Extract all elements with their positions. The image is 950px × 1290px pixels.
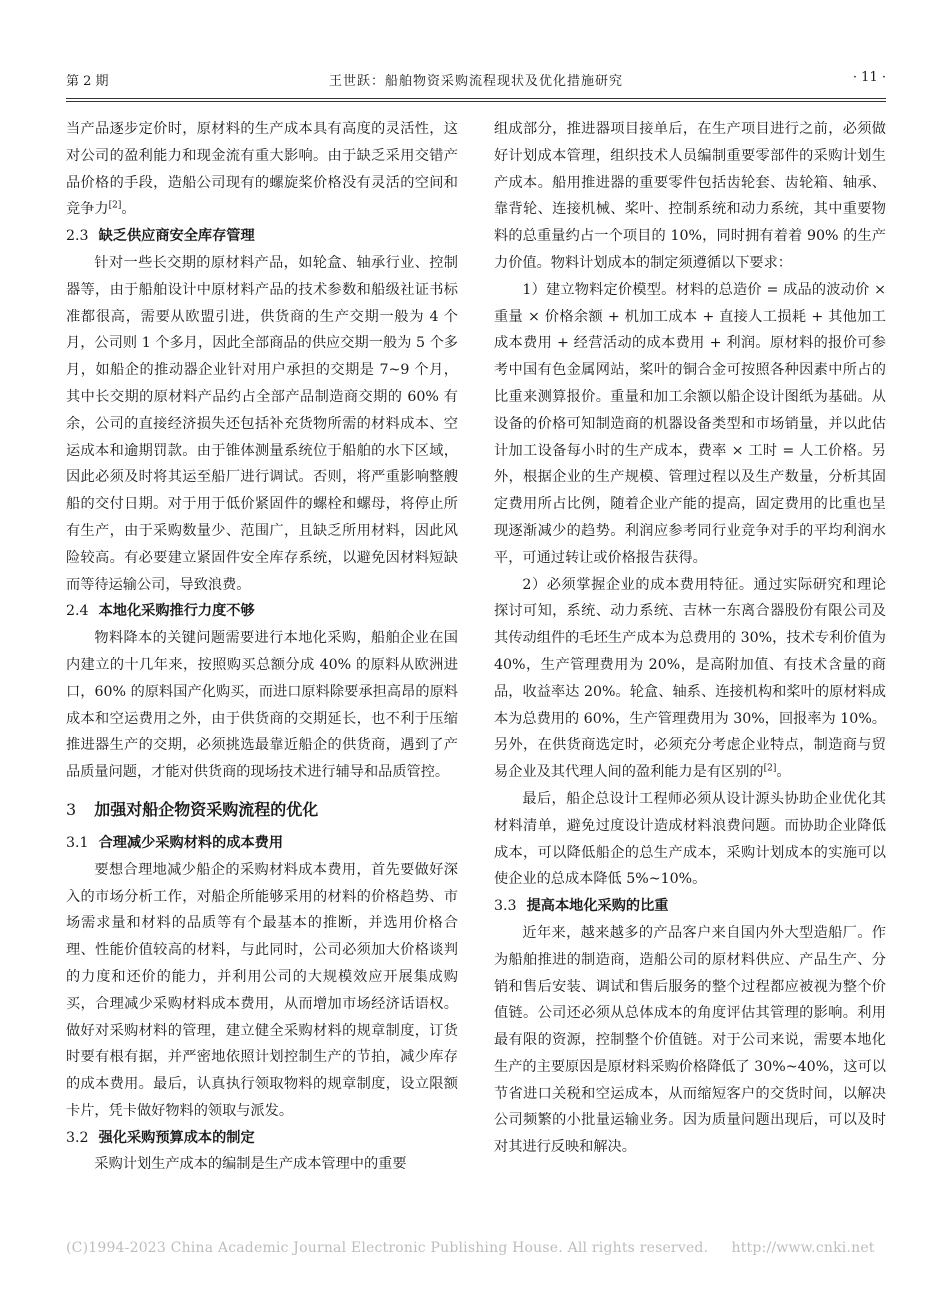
paragraph: 1）建立物料定价模型。材料的总造价 = 成品的波动价 × 重量 × 价格余额 + 机加工成本 + 直接人工损耗 + 其他加工成本费用 + 经营活动的成本费用 + 利润。原材料的报价可参考中国有色金属网站，桨叶的铜合金可按照各种因素中所占的比重来测算报价。重量和加工余额以船企设计图纸为基础。从设备的价格可知制造商的机器设备类型和市场销量，并以此估计加工设备每小时的生产成本，费率 × 工时 = 人工价格。另外，根据企业的生产规模、管理过程以及生产数量，分析其固定费用所占比例，随着企业产能的提高，固定费用的比重也呈现逐渐减少的趋势。利润应参考同行业竞争对手的平均利润水平，可通过转让或价格报告获得。 bbox=[494, 281, 886, 566]
paragraph: 近年来，越来越多的产品客户来自国内外大型造船厂。作为船舶推进的制造商，造船公司的原材料供应、产品生产、分销和售后安装、调试和售后服务的整个过程都应被视为整个价值链。公司还必须从总体成本的角度评估其管理的影响。利用最有限的资源，控制整个价值链。对于公司来说，需要本地化生产的主要原因是原材料采购价格降低了 30%~40%，这可以节省进口关税和空运成本，从而缩短客户的交货时间，以解决公司频繁的小批量运输业务。因为质量问题出现后，可以及时对其进行反映和解决。 bbox=[494, 924, 886, 1156]
paragraph: 最后，船企总设计工程师必须从设计源头协助企业优化其材料清单，避免过度设计造成材料浪费问题。而协助企业降低成本，可以降低船企的总生产成本，采购计划成本的实施可以使企业的总成本降低 5%~10%。 bbox=[494, 790, 886, 888]
site-url[interactable]: http://www.cnki.net bbox=[731, 1240, 875, 1256]
section-heading: 3.2 强化采购预算成本的制定 bbox=[66, 1129, 255, 1146]
paragraph: 当产品逐步定价时，原材料的生产成本具有高度的灵活性，这对公司的盈利能力和现金流有重大影响。由于缺乏采用交错产品价格的手段，造船公司现有的螺旋桨价格没有灵活的空间和竞争力[2]。 bbox=[66, 121, 458, 218]
paragraph: 物料降本的关键问题需要进行本地化采购，船舶企业在国内建立的十几年来，按照购买总额分成 40% 的原料从欧洲进口，60% 的原料国产化购买，而进口原料除要承担高昂的原料成本和空运费用之外，由于供货商的交期延长，也不利于压缩推进器生产的交期，必须挑选最靠近船企的供货商，遇到了产品质量问题，才能对供货商的现场技术进行辅导和品质管控。 bbox=[66, 630, 458, 781]
running-header bbox=[66, 66, 886, 92]
page-number: · 11 · bbox=[852, 70, 886, 85]
chapter-heading: 3 加强对船企物资采购流程的优化 bbox=[66, 799, 319, 819]
left-column bbox=[66, 116, 458, 1178]
copyright-footer bbox=[66, 1240, 886, 1256]
paragraph: 组成部分，推进器项目接单后，在生产项目进行之前，必须做好计划成本管理，组织技术人员编制重要零部件的采购计划生产成本。船用推进器的重要零件包括齿轮套、齿轮箱、轴承、靠背轮、连接机械、桨叶、控制系统和动力系统，其中重要物料的总重量约占一个项目的 10%，同时拥有着着 90% 的生产力价值。物料计划成本的制定须遵循以下要求： bbox=[494, 121, 886, 271]
right-column bbox=[494, 116, 886, 1161]
header-rule bbox=[66, 98, 886, 99]
section-heading: 3.1 合理减少采购材料的成本费用 bbox=[66, 834, 284, 851]
issue-number: 第 2 期 bbox=[66, 74, 109, 89]
paragraph: 采购计划生产成本的编制是生产成本管理中的重要 bbox=[94, 1156, 407, 1173]
header-rule-double bbox=[66, 101, 886, 102]
copyright-text: (C)1994-2023 China Academic Journal Electronic Publishing House. All rights reserved. bbox=[66, 1240, 709, 1256]
citation: [2] bbox=[108, 200, 122, 211]
article-title: 王世跃：船舶物资采购流程现状及优化措施研究 bbox=[328, 74, 623, 89]
citation: [2] bbox=[763, 763, 777, 774]
paragraph: 针对一些长交期的原材料产品，如轮盒、轴承行业、控制器等，由于船舶设计中原材料产品的技术参数和船级社证书标准都很高，需要从欧盟引进，供货商的生产交期一般为 4 个月，公司则 1 个多月，因此全部商品的供应交期一般为 5 个多月，如船企的推动器企业针对用户承担的交期是 7~9 个月，其中长交期的原材料产品约占全部产品制造商交期的 60% 有余，公司的直接经济损失还包括补充货物所需的材料成本、空运成本和逾期罚款。由于锥体测量系统位于船舶的水下区域，因此必须及时将其运至船厂进行调试。否则，将严重影响整艘船的交付日期。对于用于低价紧固件的螺栓和螺母，将停止所有生产，由于采购数量少、范围广，且缺乏所用材料，因此风险较高。有必要建立紧固件安全库存系统，以避免因材料短缺而等待运输公司，导致浪费。 bbox=[66, 254, 458, 593]
paragraph: 2）必须掌握企业的成本费用特征。通过实际研究和理论探讨可知，系统、动力系统、吉林一东离合器股份有限公司及其传动组件的毛坯生产成本为总费用的 30%，技术专利价值为 40%，生产管理费用为 20%，是高附加值、有技术含量的商品，收益率达 20%。轮盒、轴系、连接机构和桨叶的原材料成本为总费用的 60%，生产管理费用为 30%，回报率为 10%。另外，在供货商选定时，必须充分考虑企业特点，制造商与贸易企业及其代理人间的盈利能力是有区别的[2]。 bbox=[494, 576, 886, 781]
section-heading: 2.4 本地化采购推行力度不够 bbox=[66, 603, 255, 620]
paragraph: 要想合理地减少船企的采购材料成本费用，首先要做好深入的市场分析工作，对船企所能够采用的材料的价格趋势、市场需求量和材料的品质等有个最基本的推断，并选用价格合理、性能价值较高的材料，与此同时，公司必须加大价格谈判的力度和还价的能力，并利用公司的大规模效应开展集成购买，合理减少采购材料成本费用，从而增加市场经济话语权。做好对采购材料的管理，建立健全采购材料的规章制度，订货时要有根有据，并严密地依照计划控制生产的节拍，减少库存的成本费用。最后，认真执行领取物料的规章制度，设立限额卡片，凭卡做好物料的领取与派发。 bbox=[66, 861, 458, 1119]
section-heading: 3.3 提高本地化采购的比重 bbox=[494, 898, 669, 915]
section-heading: 2.3 缺乏供应商安全库存管理 bbox=[66, 228, 255, 245]
